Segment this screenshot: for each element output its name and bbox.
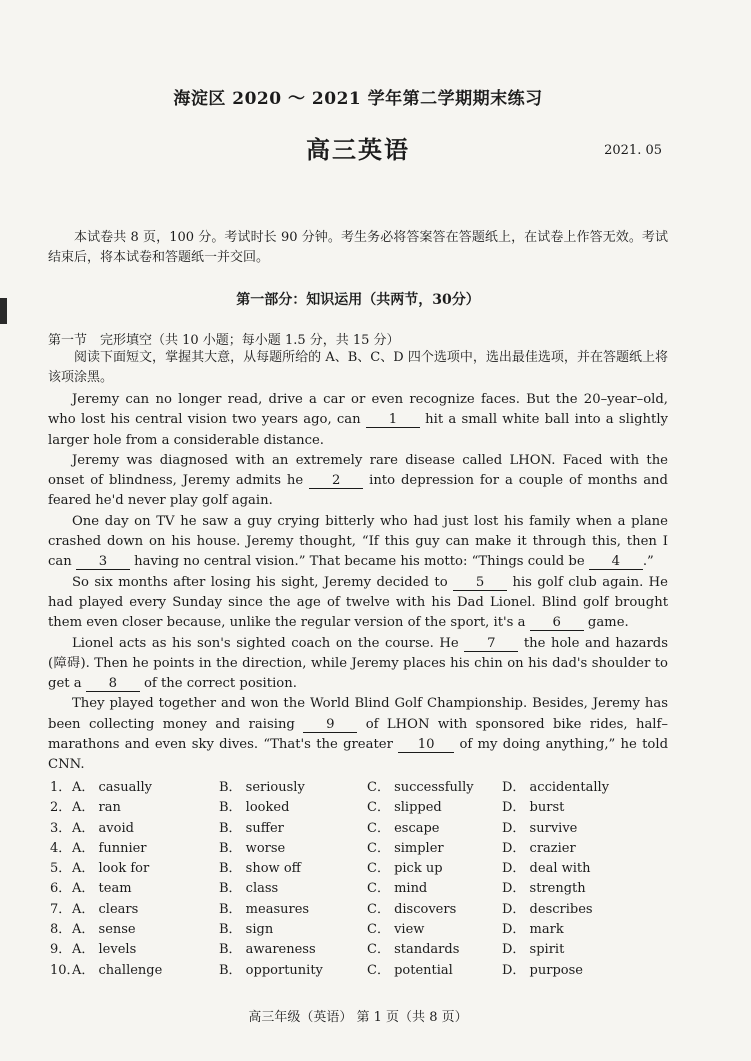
passage-paragraph: [48, 634, 668, 695]
option-a: A． clears: [72, 901, 139, 917]
question-number: 3．: [50, 820, 72, 836]
option-a: A． team: [72, 881, 132, 897]
question-number: 8．: [50, 922, 72, 938]
option-a: A． levels: [72, 942, 137, 958]
passage-text: game.: [583, 615, 629, 631]
option-d: D． strength: [502, 881, 586, 897]
exam-title: 海淀区 2020 ～ 2021 学年第二学期期末练习: [173, 89, 543, 109]
passage-paragraph: [48, 512, 668, 573]
section-title: 第一节 完形填空（共 10 小题；每小题 1.5 分，共 15 分）: [48, 333, 400, 348]
question-number: 4．: [50, 840, 72, 856]
cloze-blank: 1: [366, 413, 420, 428]
passage-text: of the correct position.: [139, 676, 297, 692]
option-d: D． survive: [502, 820, 578, 836]
option-d: D． burst: [502, 800, 565, 816]
option-c: C． simpler: [367, 840, 444, 856]
exam-header: [48, 84, 668, 109]
question-row: [48, 898, 668, 918]
scan-edge-mark: [0, 298, 7, 324]
cloze-blank: 7: [464, 637, 518, 652]
section-instructions: 阅读下面短文，掌握其大意，从每题所给的 A、B、C、D 四个选项中，选出最佳选项，并在答题纸上将该项涂黑。: [48, 350, 668, 385]
option-c: C． discovers: [367, 901, 457, 917]
question-row: [48, 776, 668, 796]
passage-text: Jeremy can no longer read, drive a car or even recognize faces. But the 20–year–old, who lost his central vision two years ago, can: [48, 392, 668, 428]
question-row: [48, 796, 668, 816]
option-a: A． casually: [72, 780, 153, 795]
passage-text: Jeremy was diagnosed with an extremely rare disease called LHON. Faced with the onset of blindness, Jeremy admits he: [48, 452, 668, 489]
option-b: B． seriously: [219, 780, 305, 795]
option-a: A． funnier: [72, 840, 147, 856]
option-c: C． slipped: [367, 800, 442, 816]
question-row: [48, 938, 668, 958]
option-b: B． opportunity: [219, 962, 323, 978]
passage-text: his golf club again. He had played every Sunday since the age of twelve with his Dad Lionel. Blind golf brought them even closer because, unlike the regular version of the sport, it's a: [48, 574, 668, 631]
passage-text: One day on TV he saw a guy crying bitterly who had just lost his family when a plane crashed down on his house. Jeremy thought, “If this guy can make it through this, then I can: [48, 513, 668, 570]
option-a: A． ran: [72, 800, 121, 816]
question-row: [48, 959, 668, 979]
question-number: 9．: [50, 942, 72, 958]
exam-date: 2021. 05: [604, 143, 662, 158]
passage-text: .”: [642, 554, 654, 570]
option-d: D． mark: [502, 922, 564, 938]
option-b: B． worse: [219, 840, 286, 856]
question-number: 2．: [50, 800, 72, 816]
exam-notice: 本试卷共 8 页，100 分。考试时长 90 分钟。考生务必将答案答在答题纸上，在试卷上作答无效。考试结束后，将本试卷和答题纸一并交回。: [48, 230, 668, 265]
passage-text: hit a small white ball into a slightly larger hole from a considerable distance.: [48, 412, 668, 448]
cloze-blank: 3: [76, 555, 130, 570]
question-number: 7．: [50, 901, 72, 917]
option-c: C． successfully: [367, 780, 474, 795]
option-b: B． sign: [219, 922, 274, 938]
option-a: A． avoid: [72, 820, 134, 836]
option-d: D． accidentally: [502, 780, 610, 795]
option-c: C． view: [367, 922, 425, 938]
passage-paragraph: [48, 451, 668, 512]
passage-paragraph: [48, 390, 668, 451]
cloze-blank: 9: [303, 718, 357, 733]
question-row: [48, 877, 668, 897]
cloze-blank: 10: [398, 738, 454, 753]
question-number: 6．: [50, 881, 72, 897]
passage-text: So six months after losing his sight, Jeremy decided to: [72, 574, 454, 590]
question-number: 5．: [50, 861, 72, 877]
option-c: C． escape: [367, 820, 440, 836]
question-row: [48, 918, 668, 938]
option-b: B． awareness: [219, 942, 316, 958]
passage-paragraph: [48, 573, 668, 634]
option-d: D． describes: [502, 901, 593, 917]
option-b: B． class: [219, 881, 279, 897]
option-a: A． sense: [72, 922, 136, 938]
passage-text: of my doing anything,” he told CNN.: [48, 737, 669, 773]
question-number: 1．: [50, 780, 72, 795]
option-a: A． challenge: [72, 962, 163, 978]
passage-text: They played together and won the World Blind Golf Championship. Besides, Jeremy has been collecting money and raising: [48, 696, 668, 732]
question-row: [48, 857, 668, 877]
option-c: C． standards: [367, 942, 460, 958]
subject-title: 高三英语: [306, 135, 410, 164]
question-number: 10．: [50, 962, 80, 978]
cloze-passage: [48, 390, 668, 776]
question-row: [48, 817, 668, 837]
option-c: C． pick up: [367, 861, 443, 877]
cloze-blank: 6: [530, 616, 584, 631]
cloze-blank: 5: [453, 576, 507, 591]
page-footer: 高三年级（英语） 第 1 页（共 8 页）: [248, 1010, 468, 1025]
passage-paragraph: [48, 694, 668, 775]
option-b: B． suffer: [219, 820, 284, 836]
option-d: D． purpose: [502, 962, 583, 978]
passage-text: of LHON with sponsored bike rides, half–marathons and even sky dives. “That's the greater: [48, 716, 668, 753]
option-c: C． mind: [367, 881, 428, 897]
option-d: D． deal with: [502, 861, 591, 877]
option-d: D． spirit: [502, 942, 565, 958]
passage-text: having no central vision.” That became his motto: “Things could be: [129, 554, 589, 570]
option-a: A． look for: [72, 861, 150, 877]
answer-options: [48, 776, 668, 979]
cloze-blank: 8: [86, 677, 140, 692]
part-title: 第一部分：知识运用（共两节，30分）: [236, 292, 480, 308]
cloze-blank: 4: [589, 555, 643, 570]
cloze-blank: 2: [309, 474, 363, 489]
option-c: C． potential: [367, 962, 453, 978]
option-d: D． crazier: [502, 840, 576, 856]
passage-text: Lionel acts as his son's sighted coach on the course. He: [72, 635, 465, 651]
option-b: B． measures: [219, 901, 310, 917]
passage-text: the hole and hazards (障碍). Then he points in the direction, while Jeremy places his chin on his dad's shoulder to get a: [48, 635, 668, 692]
passage-text: into depression for a couple of months and feared he'd never play golf again.: [48, 473, 668, 509]
question-row: [48, 837, 668, 857]
option-b: B． show off: [219, 861, 301, 877]
option-b: B． looked: [219, 800, 290, 816]
